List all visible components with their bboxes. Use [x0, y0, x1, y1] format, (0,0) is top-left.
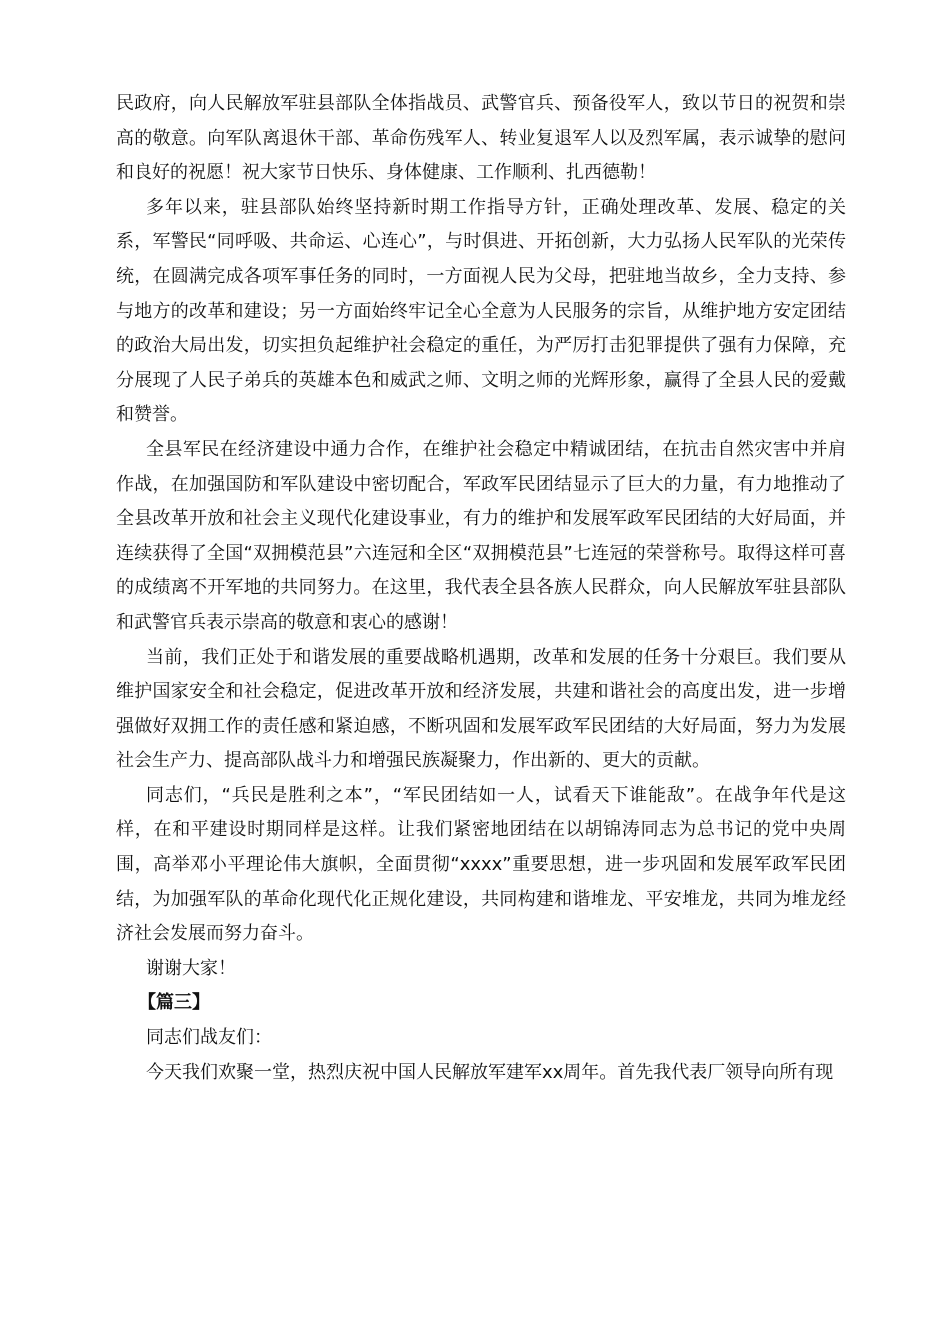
paragraph-3: 全县军民在经济建设中通力合作，在维护社会稳定中精诚团结，在抗击自然灾害中并肩作战，在加强国防和军队建设中密切配合，军政军民团结显示了巨大的力量，有力地推动了全县改革开放和社会主义现代化建设事业，有力的维护和发展军政军民团结的大好局面，并连续获得了全国“双拥模范县”六连冠和全区“双拥模范县”七连冠的荣誉称号。取得这样可喜的成绩离不开军地的共同努力。在这里，我代表全县各族人民群众，向人民解放军驻县部队和武警官兵表示崇高的敬意和衷心的感谢！ [116, 438, 846, 633]
paragraph-1: 民政府，向人民解放军驻县部队全体指战员、武警官兵、预备役军人，致以节日的祝贺和崇高的敬意。向军队离退休干部、革命伤残军人、转业复退军人以及烈军属，表示诚挚的慰问和良好的祝愿！祝大家节日快乐、身体健康、工作顺利、扎西德勒！ [116, 93, 846, 184]
paragraph-4: 当前，我们正处于和谐发展的重要战略机遇期，改革和发展的任务十分艰巨。我们要从维护国家安全和社会稳定，促进改革开放和经济发展，共建和谐社会的高度出发，进一步增强做好双拥工作的责任感和紧迫感，不断巩固和发展军政军民团结的大好局面，努力为发展社会生产力、提高部队战斗力和增强民族凝聚力，作出新的、更大的贡献。 [116, 646, 846, 772]
closing-thanks: 谢谢大家！ [146, 957, 236, 979]
greeting: 同志们战友们： [146, 1027, 272, 1049]
document-body [116, 87, 846, 1090]
paragraph-last: 今天我们欢聚一堂，热烈庆祝中国人民解放军建军xx周年。首先我代表厂领导向所有现 [146, 1061, 834, 1083]
paragraph-2: 多年以来，驻县部队始终坚持新时期工作指导方针，正确处理改革、发展、稳定的关系，军警民“同呼吸、共命运、心连心”，与时俱进、开拓创新，大力弘扬人民军队的光荣传统，在圆满完成各项军事任务的同时，一方面视人民为父母，把驻地当故乡，全力支持、参与地方的改革和建设；另一方面始终牢记全心全意为人民服务的宗旨，从维护地方安定团结的政治大局出发，切实担负起维护社会稳定的重任，为严厉打击犯罪提供了强有力保障，充分展现了人民子弟兵的英雄本色和威武之师、文明之师的光辉形象，赢得了全县人民的爱戴和赞誉。 [116, 196, 846, 426]
paragraph-5: 同志们，“兵民是胜利之本”，“军民团结如一人，试看天下谁能敌”。在战争年代是这样，在和平建设时期同样是这样。让我们紧密地团结在以胡锦涛同志为总书记的党中央周围，高举邓小平理论伟大旗帜，全面贯彻“xxxx”重要思想，进一步巩固和发展军政军民团结，为加强军队的革命化现代化正规化建设，共同构建和谐堆龙、平安堆龙，共同为堆龙经济社会发展而努力奋斗。 [116, 784, 846, 945]
section-heading: 【篇三】 [138, 992, 210, 1014]
